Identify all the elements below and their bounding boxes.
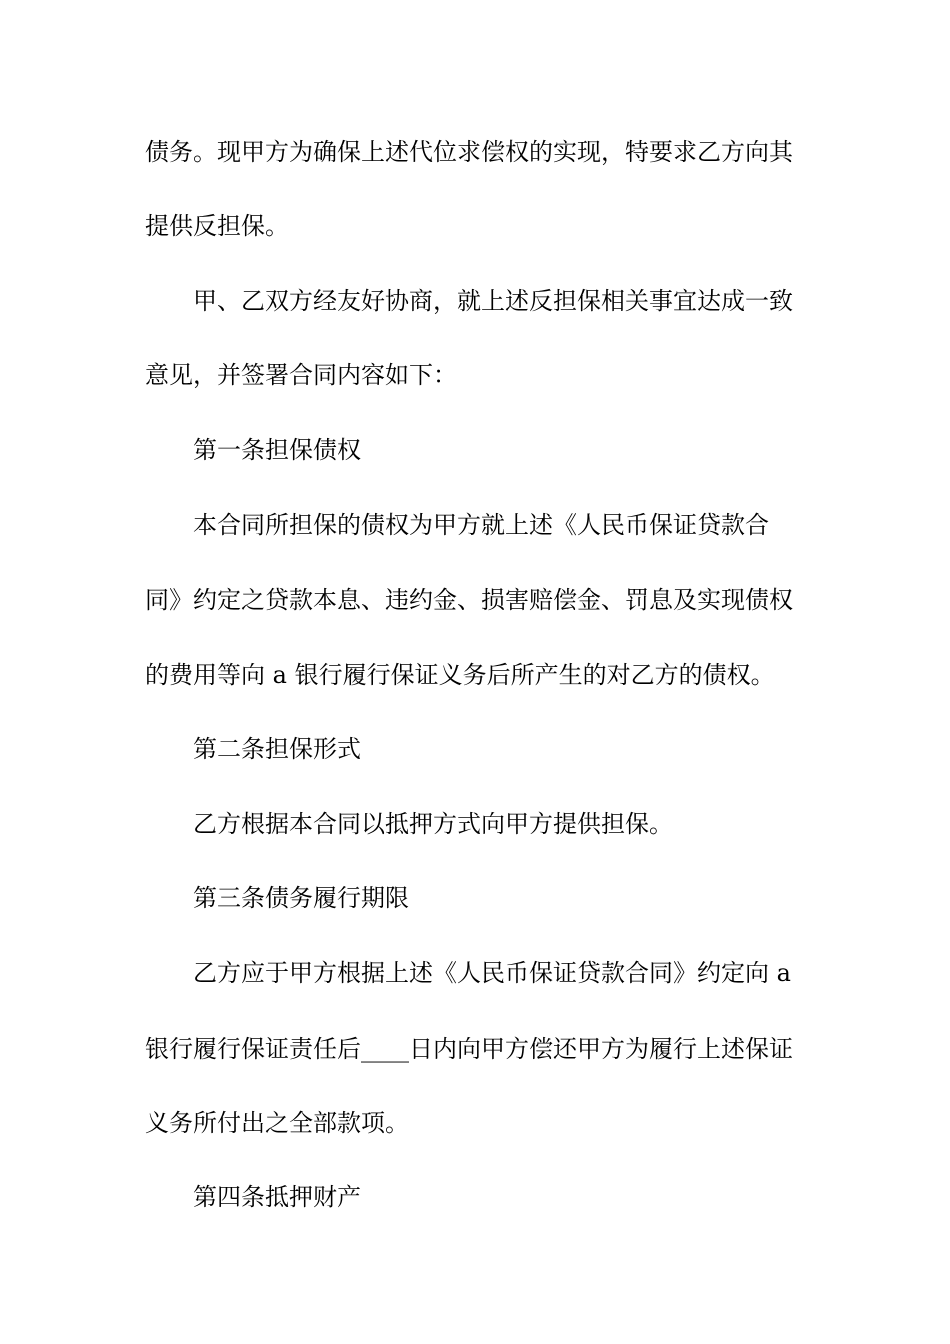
- paragraph-line: 银行履行保证责任后____日内向甲方偿还甲方为履行上述保证: [145, 1035, 793, 1063]
- paragraph-line: 本合同所担保的债权为甲方就上述《人民币保证贷款合: [193, 511, 769, 539]
- paragraph-line: 的费用等向 a 银行履行保证义务后所产生的对乙方的债权。: [145, 661, 775, 689]
- paragraph-line: 乙方应于甲方根据上述《人民币保证贷款合同》约定向 a: [193, 959, 791, 987]
- article-heading: 第二条担保形式: [193, 735, 361, 763]
- paragraph-line: 甲、乙双方经友好协商，就上述反担保相关事宜达成一致: [193, 287, 793, 315]
- paragraph-line: 义务所付出之全部款项。: [145, 1109, 409, 1137]
- article-heading: 第四条抵押财产: [193, 1183, 361, 1211]
- paragraph-line: 债务。现甲方为确保上述代位求偿权的实现，特要求乙方向其: [145, 138, 793, 166]
- paragraph-line: 提供反担保。: [145, 212, 289, 240]
- paragraph-line: 乙方根据本合同以抵押方式向甲方提供担保。: [193, 810, 673, 838]
- article-heading: 第一条担保债权: [193, 436, 361, 464]
- article-heading: 第三条债务履行期限: [193, 884, 409, 912]
- paragraph-line: 意见，并签署合同内容如下：: [145, 361, 457, 389]
- paragraph-line: 同》约定之贷款本息、违约金、损害赔偿金、罚息及实现债权: [145, 586, 793, 614]
